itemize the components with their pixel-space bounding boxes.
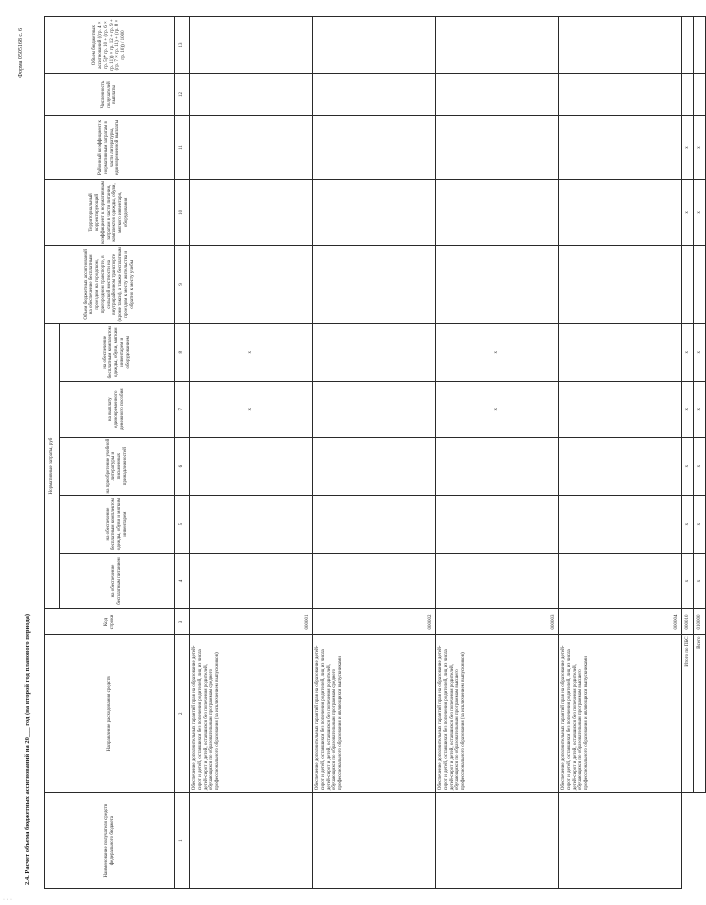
col-number: 11 <box>175 116 190 180</box>
header-meals: на обеспечение бесплатным питанием <box>60 553 175 609</box>
col-number: 9 <box>175 245 190 323</box>
cell-c12[interactable] <box>313 74 436 116</box>
budget-calculation-table <box>44 16 706 889</box>
header-recipients-count: Численность получателей выплаты <box>45 74 175 116</box>
cell-c8[interactable] <box>313 323 436 381</box>
cell-c5[interactable] <box>559 495 682 553</box>
total-c13[interactable] <box>694 17 706 74</box>
subtotal-c12[interactable] <box>682 74 694 116</box>
cell-c10[interactable] <box>190 179 313 245</box>
cell-c9[interactable] <box>436 245 559 323</box>
table-row <box>190 17 313 889</box>
total-c7: x <box>694 381 706 437</box>
rotated-form-sheet <box>16 16 702 889</box>
subtotal-c13[interactable] <box>682 17 694 74</box>
subtotal-c8: x <box>682 323 694 381</box>
cell-c11[interactable] <box>559 116 682 180</box>
recipient-cell[interactable] <box>190 793 313 889</box>
recipient-cell[interactable] <box>313 793 436 889</box>
header-row-1 <box>45 17 60 889</box>
total-blank <box>694 793 706 889</box>
subtotal-label: Итого по ПБС <box>682 635 694 793</box>
row-code: 000004 <box>559 609 682 635</box>
col-number: 3 <box>175 609 190 635</box>
table-row <box>559 17 682 889</box>
cell-c6[interactable] <box>559 437 682 495</box>
col-number: 12 <box>175 74 190 116</box>
cell-c12[interactable] <box>190 74 313 116</box>
subtotal-c5: x <box>682 495 694 553</box>
col-number: 8 <box>175 323 190 381</box>
total-c10: x <box>694 179 706 245</box>
cell-c7[interactable] <box>313 381 436 437</box>
cell-c13[interactable] <box>313 17 436 74</box>
col-number: 10 <box>175 179 190 245</box>
cell-c4[interactable] <box>190 553 313 609</box>
subtotal-c7: x <box>682 381 694 437</box>
row-code: 000002 <box>313 609 436 635</box>
cell-c5[interactable] <box>436 495 559 553</box>
subtotal-blank <box>682 793 694 889</box>
subtotal-row <box>682 17 694 889</box>
header-territorial-coefficient: Территориальный корректирующий коэффициент к нормативным затратам в части питания, комплектов одежды, обуви, мягкого инвентаря, оборудования <box>45 179 175 245</box>
total-c8: x <box>694 323 706 381</box>
cell-c6[interactable] <box>190 437 313 495</box>
header-travel-budget: Объем бюджетных ассигнований на обеспечение бесплатным проездом на городском, пригородном транспорте, в сельской местности на внутрирайонном транспорте (кроме такси), а также бесплатным проездом к месту жительства и обратно к месту учебы <box>45 245 175 323</box>
cell-c11[interactable] <box>190 116 313 180</box>
cell-c12[interactable] <box>559 74 682 116</box>
cell-c7[interactable] <box>559 381 682 437</box>
total-c6: x <box>694 437 706 495</box>
header-literature: на приобретение учебной литературы и письменных принадлежностей <box>60 437 175 495</box>
cell-c5[interactable] <box>190 495 313 553</box>
cell-c9[interactable] <box>559 245 682 323</box>
cell-c8[interactable]: x <box>190 323 313 381</box>
cell-c4[interactable] <box>313 553 436 609</box>
cell-c10[interactable] <box>313 179 436 245</box>
direction-cell: Обеспечение дополнительных гарантий прав на образование детей-сирот и детей, оставшихся без попечения родителей, лиц из числа детей-сирот и детей, оставшихся без попечения родителей, обучающихся по образовательным программам среднего профессионального образования (за исключением выпускников) <box>190 635 313 793</box>
col-number: 5 <box>175 495 190 553</box>
cell-c9[interactable] <box>190 245 313 323</box>
table-row <box>436 17 559 889</box>
cell-c13[interactable] <box>436 17 559 74</box>
direction-cell: Обеспечение дополнительных гарантий прав на образование детей-сирот и детей, оставшихся без попечения родителей, лиц из числа детей-сирот и детей, оставшихся без попечения родителей, обучающихся по образовательным программам среднего профессионального образования и являющихся выпускниками <box>313 635 436 793</box>
header-budget-volume: Объем бюджетных ассигнований ((гр. 4 × гр. 5)* гр. 10 + (гр. 6 × гр. 11)) × гр. 12 + гр. 9 + (гр. 7 × гр. 11) + (гр. 8 × гр. 10)) / 1000 <box>45 17 175 74</box>
form-code: Форма 0505168 с. 6 <box>18 28 24 78</box>
cell-c6[interactable] <box>313 437 436 495</box>
header-direction: Направление расходования средств <box>45 635 175 793</box>
recipient-cell[interactable] <box>559 793 682 889</box>
cell-c4[interactable] <box>559 553 682 609</box>
total-c4: x <box>694 553 706 609</box>
subtotal-code: 000010 <box>682 609 694 635</box>
row-code: 000001 <box>190 609 313 635</box>
header-clothing-equipment: на обеспечение бесплатным комплектом одежды, обуви, мягким инвентарем и оборудованием <box>60 323 175 381</box>
total-row <box>694 17 706 889</box>
subtotal-c6: x <box>682 437 694 495</box>
col-number: 1 <box>175 793 190 889</box>
col-number: 7 <box>175 381 190 437</box>
total-c9[interactable] <box>694 245 706 323</box>
cell-c9[interactable] <box>313 245 436 323</box>
cell-c4[interactable] <box>436 553 559 609</box>
col-number: 6 <box>175 437 190 495</box>
cell-c5[interactable] <box>313 495 436 553</box>
header-normative-costs: Нормативные затраты, руб <box>45 323 60 609</box>
header-regional-coefficient: Районный коэффициент к нормативным затратам в части литературы, единовременной выплаты <box>45 116 175 180</box>
cell-c7[interactable]: x <box>436 381 559 437</box>
total-label: Всего <box>694 635 706 793</box>
subtotal-c9[interactable] <box>682 245 694 323</box>
total-c12[interactable] <box>694 74 706 116</box>
header-clothing: на обеспечение бесплатным комплектом одежды, обуви и мягким инвентарем <box>60 495 175 553</box>
header-lump-sum: на выплату единовременного денежного пособия <box>60 381 175 437</box>
direction-cell: Обеспечение дополнительных гарантий прав на образование детей-сирот и детей, оставшихся без попечения родителей, лиц из числа детей-сирот и детей, оставшихся без попечения родителей, обучающихся по образовательным программам высшего профессионального образования и являющихся выпускниками <box>559 635 682 793</box>
total-c5: x <box>694 495 706 553</box>
col-number: 13 <box>175 17 190 74</box>
col-number: 2 <box>175 635 190 793</box>
recipient-cell[interactable] <box>436 793 559 889</box>
cell-c12[interactable] <box>436 74 559 116</box>
total-c11: x <box>694 116 706 180</box>
subtotal-c11: x <box>682 116 694 180</box>
header-recipient: Наименование получателя средств федерального бюджета <box>45 793 175 889</box>
cell-c13[interactable] <box>190 17 313 74</box>
cell-c10[interactable] <box>436 179 559 245</box>
scan-mark: · · · <box>3 897 12 903</box>
cell-c13[interactable] <box>559 17 682 74</box>
cell-c6[interactable] <box>436 437 559 495</box>
cell-c8[interactable] <box>559 323 682 381</box>
subtotal-c10: x <box>682 179 694 245</box>
column-numbers-row <box>175 17 190 889</box>
direction-cell: Обеспечение дополнительных гарантий прав на образование детей-сирот и детей, оставшихся без попечения родителей, лиц из числа детей-сирот и детей, оставшихся без попечения родителей, обучающихся по образовательным программам высшего профессионального образования (за исключением выпускников) <box>436 635 559 793</box>
row-code: 000003 <box>436 609 559 635</box>
cell-c8[interactable]: x <box>436 323 559 381</box>
total-code: 010000 <box>694 609 706 635</box>
header-row-code: Код строки <box>45 609 175 635</box>
cell-c7[interactable]: x <box>190 381 313 437</box>
col-number: 4 <box>175 553 190 609</box>
cell-c11[interactable] <box>436 116 559 180</box>
table-row <box>313 17 436 889</box>
cell-c11[interactable] <box>313 116 436 180</box>
cell-c10[interactable] <box>559 179 682 245</box>
subtotal-c4: x <box>682 553 694 609</box>
section-title: 2.4. Расчет объема бюджетных ассигнований на 20___ год (на второй год планового периода) <box>24 613 31 885</box>
